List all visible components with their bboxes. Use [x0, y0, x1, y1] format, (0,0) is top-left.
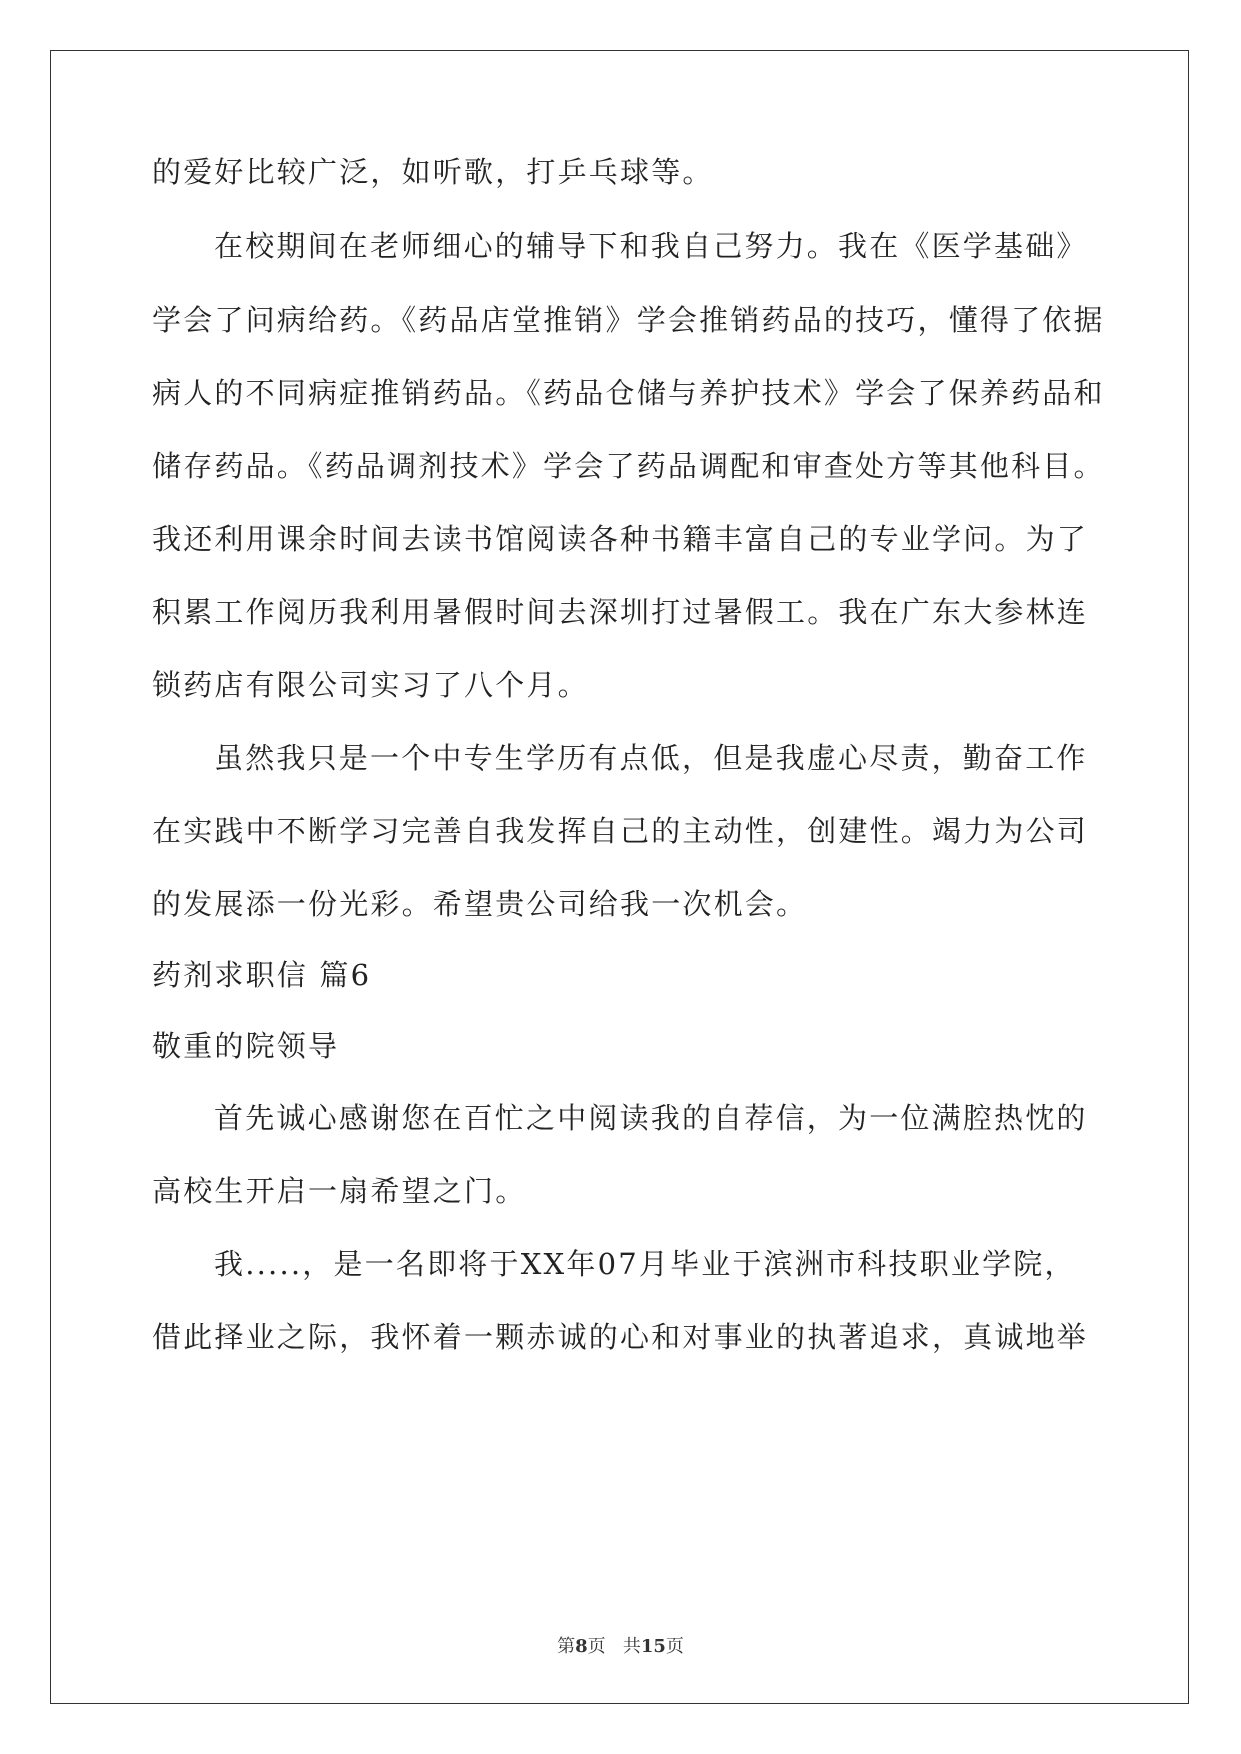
paragraph-start-line: 在校期间在老师细心的辅导下和我自己努力。我在《医学基础》	[214, 229, 1088, 263]
body-line: 我还利用课余时间去读书馆阅读各种书籍丰富自己的专业学问。为了	[152, 522, 1089, 556]
body-line: 学会了问病给药。《药品店堂推销》学会推销药品的技巧，懂得了依据	[152, 303, 1105, 337]
body-line: 在实践中不断学习完善自我发挥自己的主动性，创建性。竭力为公司	[152, 814, 1089, 848]
total-prefix: 共	[622, 1636, 641, 1657]
page-suffix: 页	[587, 1636, 606, 1657]
page-border	[50, 50, 1189, 1704]
salutation: 敬重的院领导	[152, 1029, 340, 1063]
body-line: 锁药店有限公司实习了八个月。	[152, 668, 589, 702]
body-line: 储存药品。《药品调剂技术》学会了药品调配和审查处方等其他科目。	[152, 449, 1105, 483]
paragraph-start-line: 首先诚心感谢您在百忙之中阅读我的自荐信，为一位满腔热忱的	[214, 1101, 1088, 1135]
paragraph-start-line: 虽然我只是一个中专生学历有点低，但是我虚心尽责，勤奋工作	[214, 741, 1088, 775]
body-line: 的爱好比较广泛，如听歌，打乒乓球等。	[152, 155, 714, 189]
body-line: 病人的不同病症推销药品。《药品仓储与养护技术》学会了保养药品和	[152, 376, 1105, 410]
page-prefix: 第	[557, 1636, 576, 1657]
page-number: 8	[575, 1636, 588, 1657]
body-line: 借此择业之际，我怀着一颗赤诚的心和对事业的执著追求，真诚地举	[152, 1320, 1089, 1354]
total-pages: 15	[640, 1636, 666, 1657]
paragraph-start-line: 我.....，是一名即将于XX年07月毕业于滨洲市科技职业学院，	[214, 1247, 1076, 1281]
body-line: 的发展添一份光彩。希望贵公司给我一次机会。	[152, 887, 808, 921]
section-heading: 药剂求职信 篇6	[152, 958, 372, 992]
page-footer	[0, 1632, 1241, 1658]
body-line: 高校生开启一扇希望之门。	[152, 1174, 527, 1208]
body-line: 积累工作阅历我利用暑假时间去深圳打过暑假工。我在广东大参林连	[152, 595, 1089, 629]
total-suffix: 页	[665, 1636, 684, 1657]
